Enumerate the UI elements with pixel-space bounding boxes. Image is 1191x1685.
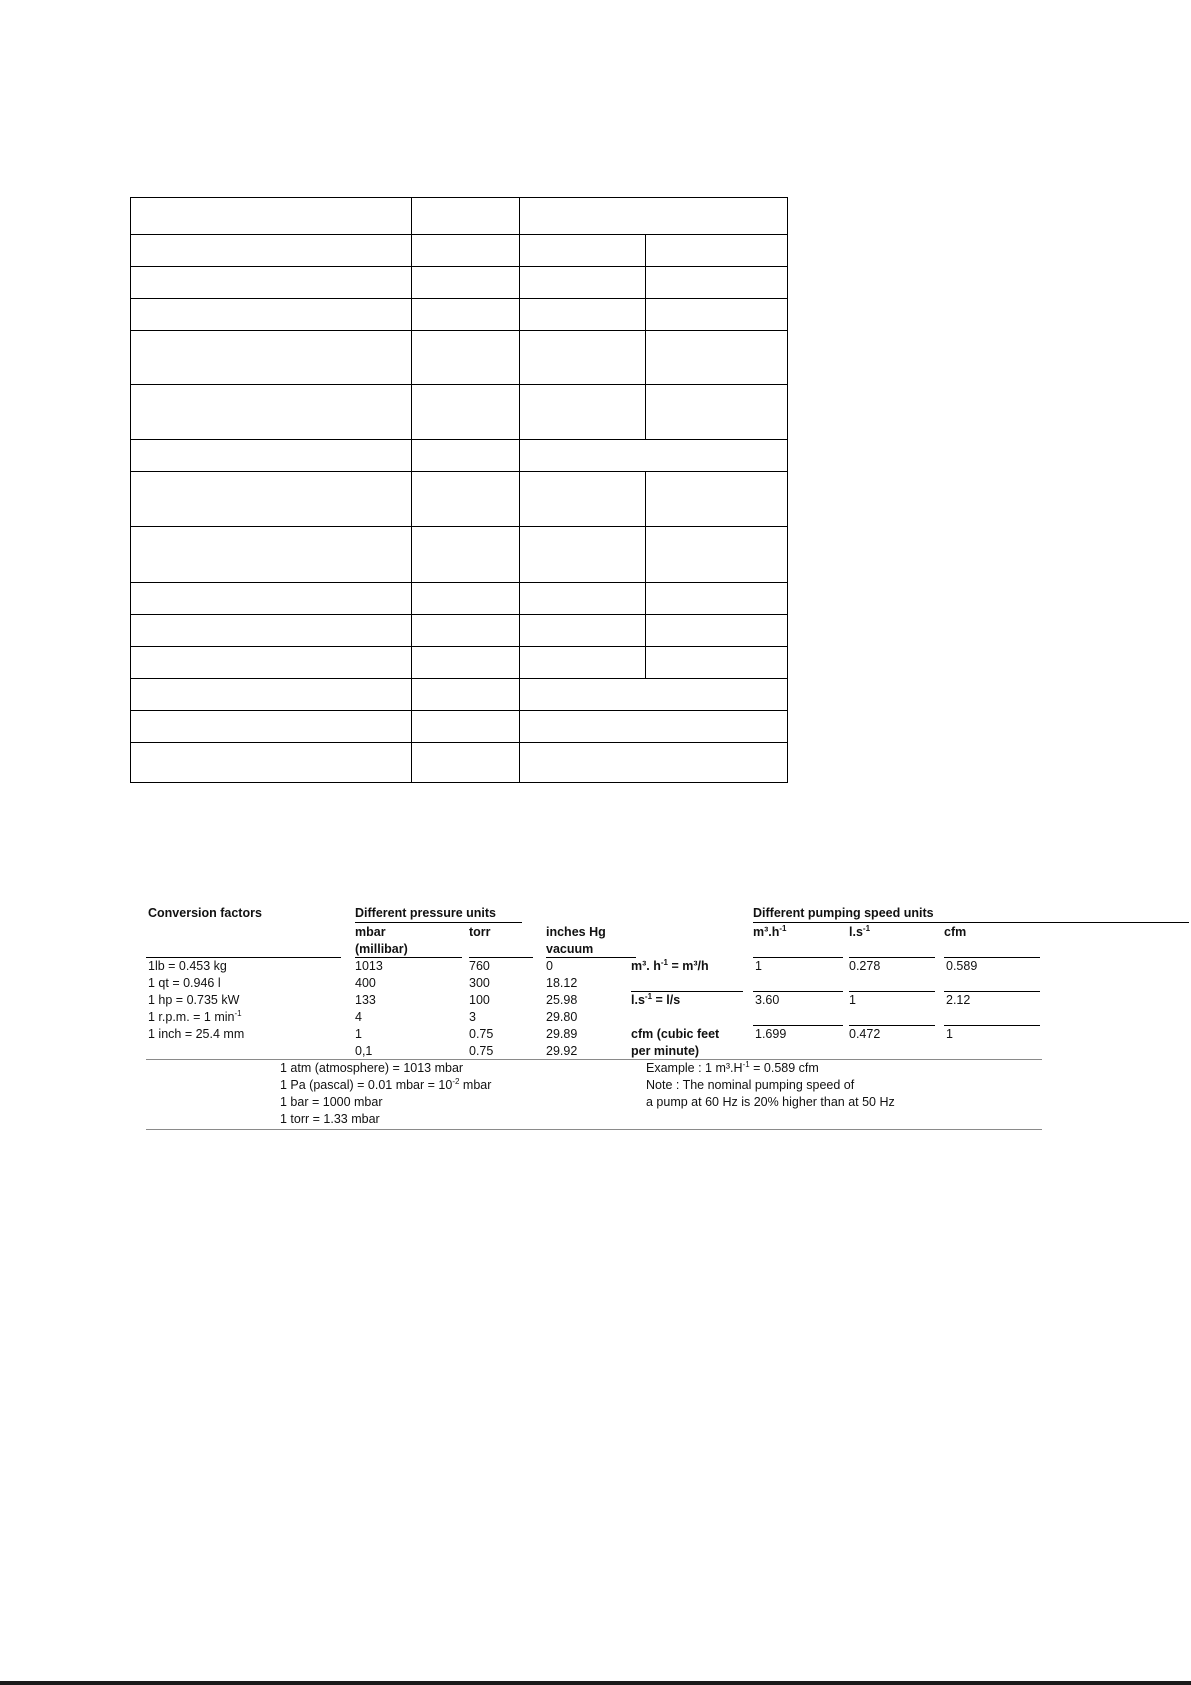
speed-row-label-cfm: cfm (cubic feet [631, 1027, 720, 1041]
pressure-inhg-cell: 25.98 [546, 993, 578, 1007]
factor-lb: 1lb = 0.453 kg [148, 959, 227, 973]
spec-table-cell [645, 614, 788, 647]
spec-table-cell [645, 330, 788, 385]
mbar-header: mbar [355, 925, 386, 939]
factor-hp: 1 hp = 0.735 kW [148, 993, 240, 1007]
pressure-units-heading: Different pressure units [355, 906, 497, 920]
speed-cfm-cell: 0.589 [946, 959, 978, 973]
speed-ls-cell: 1 [849, 993, 856, 1007]
spec-table-cell [130, 234, 412, 267]
pressure-mbar-cell: 0,1 [355, 1044, 373, 1058]
spec-table-cell [130, 526, 412, 583]
spec-table-cell [519, 197, 788, 235]
spec-table-cell [130, 384, 412, 440]
spec-table-cell [130, 298, 412, 331]
spec-table-cell [519, 646, 646, 679]
spec-table-cell [411, 710, 520, 743]
conversion-factors-table [146, 905, 1042, 1131]
spec-table-cell [130, 710, 412, 743]
spec-table-cell [130, 646, 412, 679]
spec-table-cell [519, 330, 646, 385]
note-atm: 1 atm (atmosphere) = 1013 mbar [280, 1061, 464, 1075]
spec-table-cell [411, 742, 520, 783]
spec-table-cell [130, 330, 412, 385]
spec-table-cell [519, 266, 646, 299]
spec-table-cell [411, 646, 520, 679]
speed-m3h-cell: 3.60 [755, 993, 780, 1007]
pressure-inhg-cell: 29.92 [546, 1044, 578, 1058]
spec-table-cell [645, 384, 788, 440]
spec-table-cell [411, 266, 520, 299]
spec-table-cell [519, 471, 646, 527]
pressure-torr-cell: 760 [469, 959, 490, 973]
spec-table-cell [411, 678, 520, 711]
pressure-mbar-cell: 1 [355, 1027, 362, 1041]
note-pumping-speed-line1: Note : The nominal pumping speed of [646, 1078, 855, 1092]
speed-cfm-cell: 2.12 [946, 993, 971, 1007]
speed-ls-cell: 0.278 [849, 959, 881, 973]
note-bar: 1 bar = 1000 mbar [280, 1095, 383, 1109]
conversion-factors-heading: Conversion factors [148, 906, 262, 920]
spec-table-cell [130, 678, 412, 711]
spec-table-cell [411, 330, 520, 385]
spec-table-cell [645, 471, 788, 527]
spec-table-cell [645, 266, 788, 299]
spec-table-cell [411, 582, 520, 615]
spec-table-cell [411, 471, 520, 527]
spec-table-cell [130, 266, 412, 299]
spec-table-cell [519, 582, 646, 615]
note-pumping-speed-line2: a pump at 60 Hz is 20% higher than at 50 Hz [646, 1095, 895, 1109]
spec-table-cell [130, 742, 412, 783]
spec-table-cell [645, 526, 788, 583]
speed-cfm-cell: 1 [946, 1027, 953, 1041]
cfm-header: cfm [944, 925, 967, 939]
speed-heading-rule [753, 922, 1189, 923]
spec-table-cell [519, 614, 646, 647]
pumping-speed-units-heading: Different pumping speed units [753, 906, 934, 920]
pressure-heading-rule [355, 922, 522, 923]
spec-table-cell [519, 710, 788, 743]
spec-table-cell [519, 678, 788, 711]
spec-table-cell [519, 439, 788, 472]
pressure-torr-cell: 3 [469, 1010, 476, 1024]
pressure-mbar-cell: 400 [355, 976, 376, 990]
pressure-torr-cell: 100 [469, 993, 490, 1007]
millibar-header: (millibar) [355, 942, 408, 956]
factor-qt: 1 qt = 0.946 l [148, 976, 221, 990]
ls-header: $l.s^{-1}$ [849, 924, 871, 939]
page-edge [0, 1681, 1191, 1685]
spec-table-cell [519, 298, 646, 331]
notes-divider [146, 1059, 1042, 1060]
speed-row-label-cfm-line2: per minute) [631, 1044, 700, 1058]
spec-table-cell [130, 197, 412, 235]
torr-header: torr [469, 925, 491, 939]
speed-row-label-m3h: m³. $h^{-1} = m^3/h$ [631, 958, 709, 973]
spec-table-cell [130, 614, 412, 647]
speed-m3h-cell: 1.699 [755, 1027, 787, 1041]
spec-table-cell [519, 234, 646, 267]
spec-table-cell [411, 197, 520, 235]
spec-table-cell [519, 526, 646, 583]
spec-table-cell [645, 234, 788, 267]
inches-hg-header: inches Hg [546, 925, 606, 939]
pressure-torr-cell: 0.75 [469, 1027, 494, 1041]
factor-inch: 1 inch = 25.4 mm [148, 1027, 245, 1041]
speed-row-label-ls: $l.s^{-1} = l/s$ [631, 992, 681, 1007]
pressure-mbar-cell: 4 [355, 1010, 362, 1024]
spec-table-cell [411, 614, 520, 647]
spec-table-cell [519, 384, 646, 440]
spec-table-cell [130, 439, 412, 472]
notes-bottom-rule [146, 1129, 1042, 1130]
speed-ls-cell: 0.472 [849, 1027, 881, 1041]
spec-table-cell [130, 471, 412, 527]
spec-table-cell [519, 742, 788, 783]
pressure-mbar-cell: 133 [355, 993, 376, 1007]
vacuum-header: vacuum [546, 942, 594, 956]
pressure-torr-cell: 300 [469, 976, 490, 990]
spec-table-cell [645, 298, 788, 331]
note-torr: 1 torr = 1.33 mbar [280, 1112, 380, 1126]
spec-table-cell [411, 384, 520, 440]
speed-m3h-cell: 1 [755, 959, 762, 973]
note-example: Example : 1 $m^3.H^{-1} = 0.589$ cfm [646, 1060, 819, 1075]
pressure-inhg-cell: 29.80 [546, 1010, 578, 1024]
pressure-mbar-cell: 1013 [355, 959, 383, 973]
factor-rpm: 1 r.p.m. = 1 $\min^{-1}$ [148, 1009, 242, 1024]
pressure-inhg-cell: 29.89 [546, 1027, 578, 1041]
spec-table-cell [130, 582, 412, 615]
spec-table-cell [411, 526, 520, 583]
spec-table-cell [411, 439, 520, 472]
spec-table-cell [645, 646, 788, 679]
spec-table-cell [411, 234, 520, 267]
spec-table-cell [411, 298, 520, 331]
pressure-inhg-cell: 0 [546, 959, 553, 973]
m3h-header: $m^3.h^{-1}$ [753, 924, 787, 939]
spec-table-cell [645, 582, 788, 615]
pressure-inhg-cell: 18.12 [546, 976, 578, 990]
pressure-torr-cell: 0.75 [469, 1044, 494, 1058]
note-pascal: 1 Pa (pascal) = 0.01 mbar = $10^{-2}$ mbar [280, 1077, 492, 1092]
